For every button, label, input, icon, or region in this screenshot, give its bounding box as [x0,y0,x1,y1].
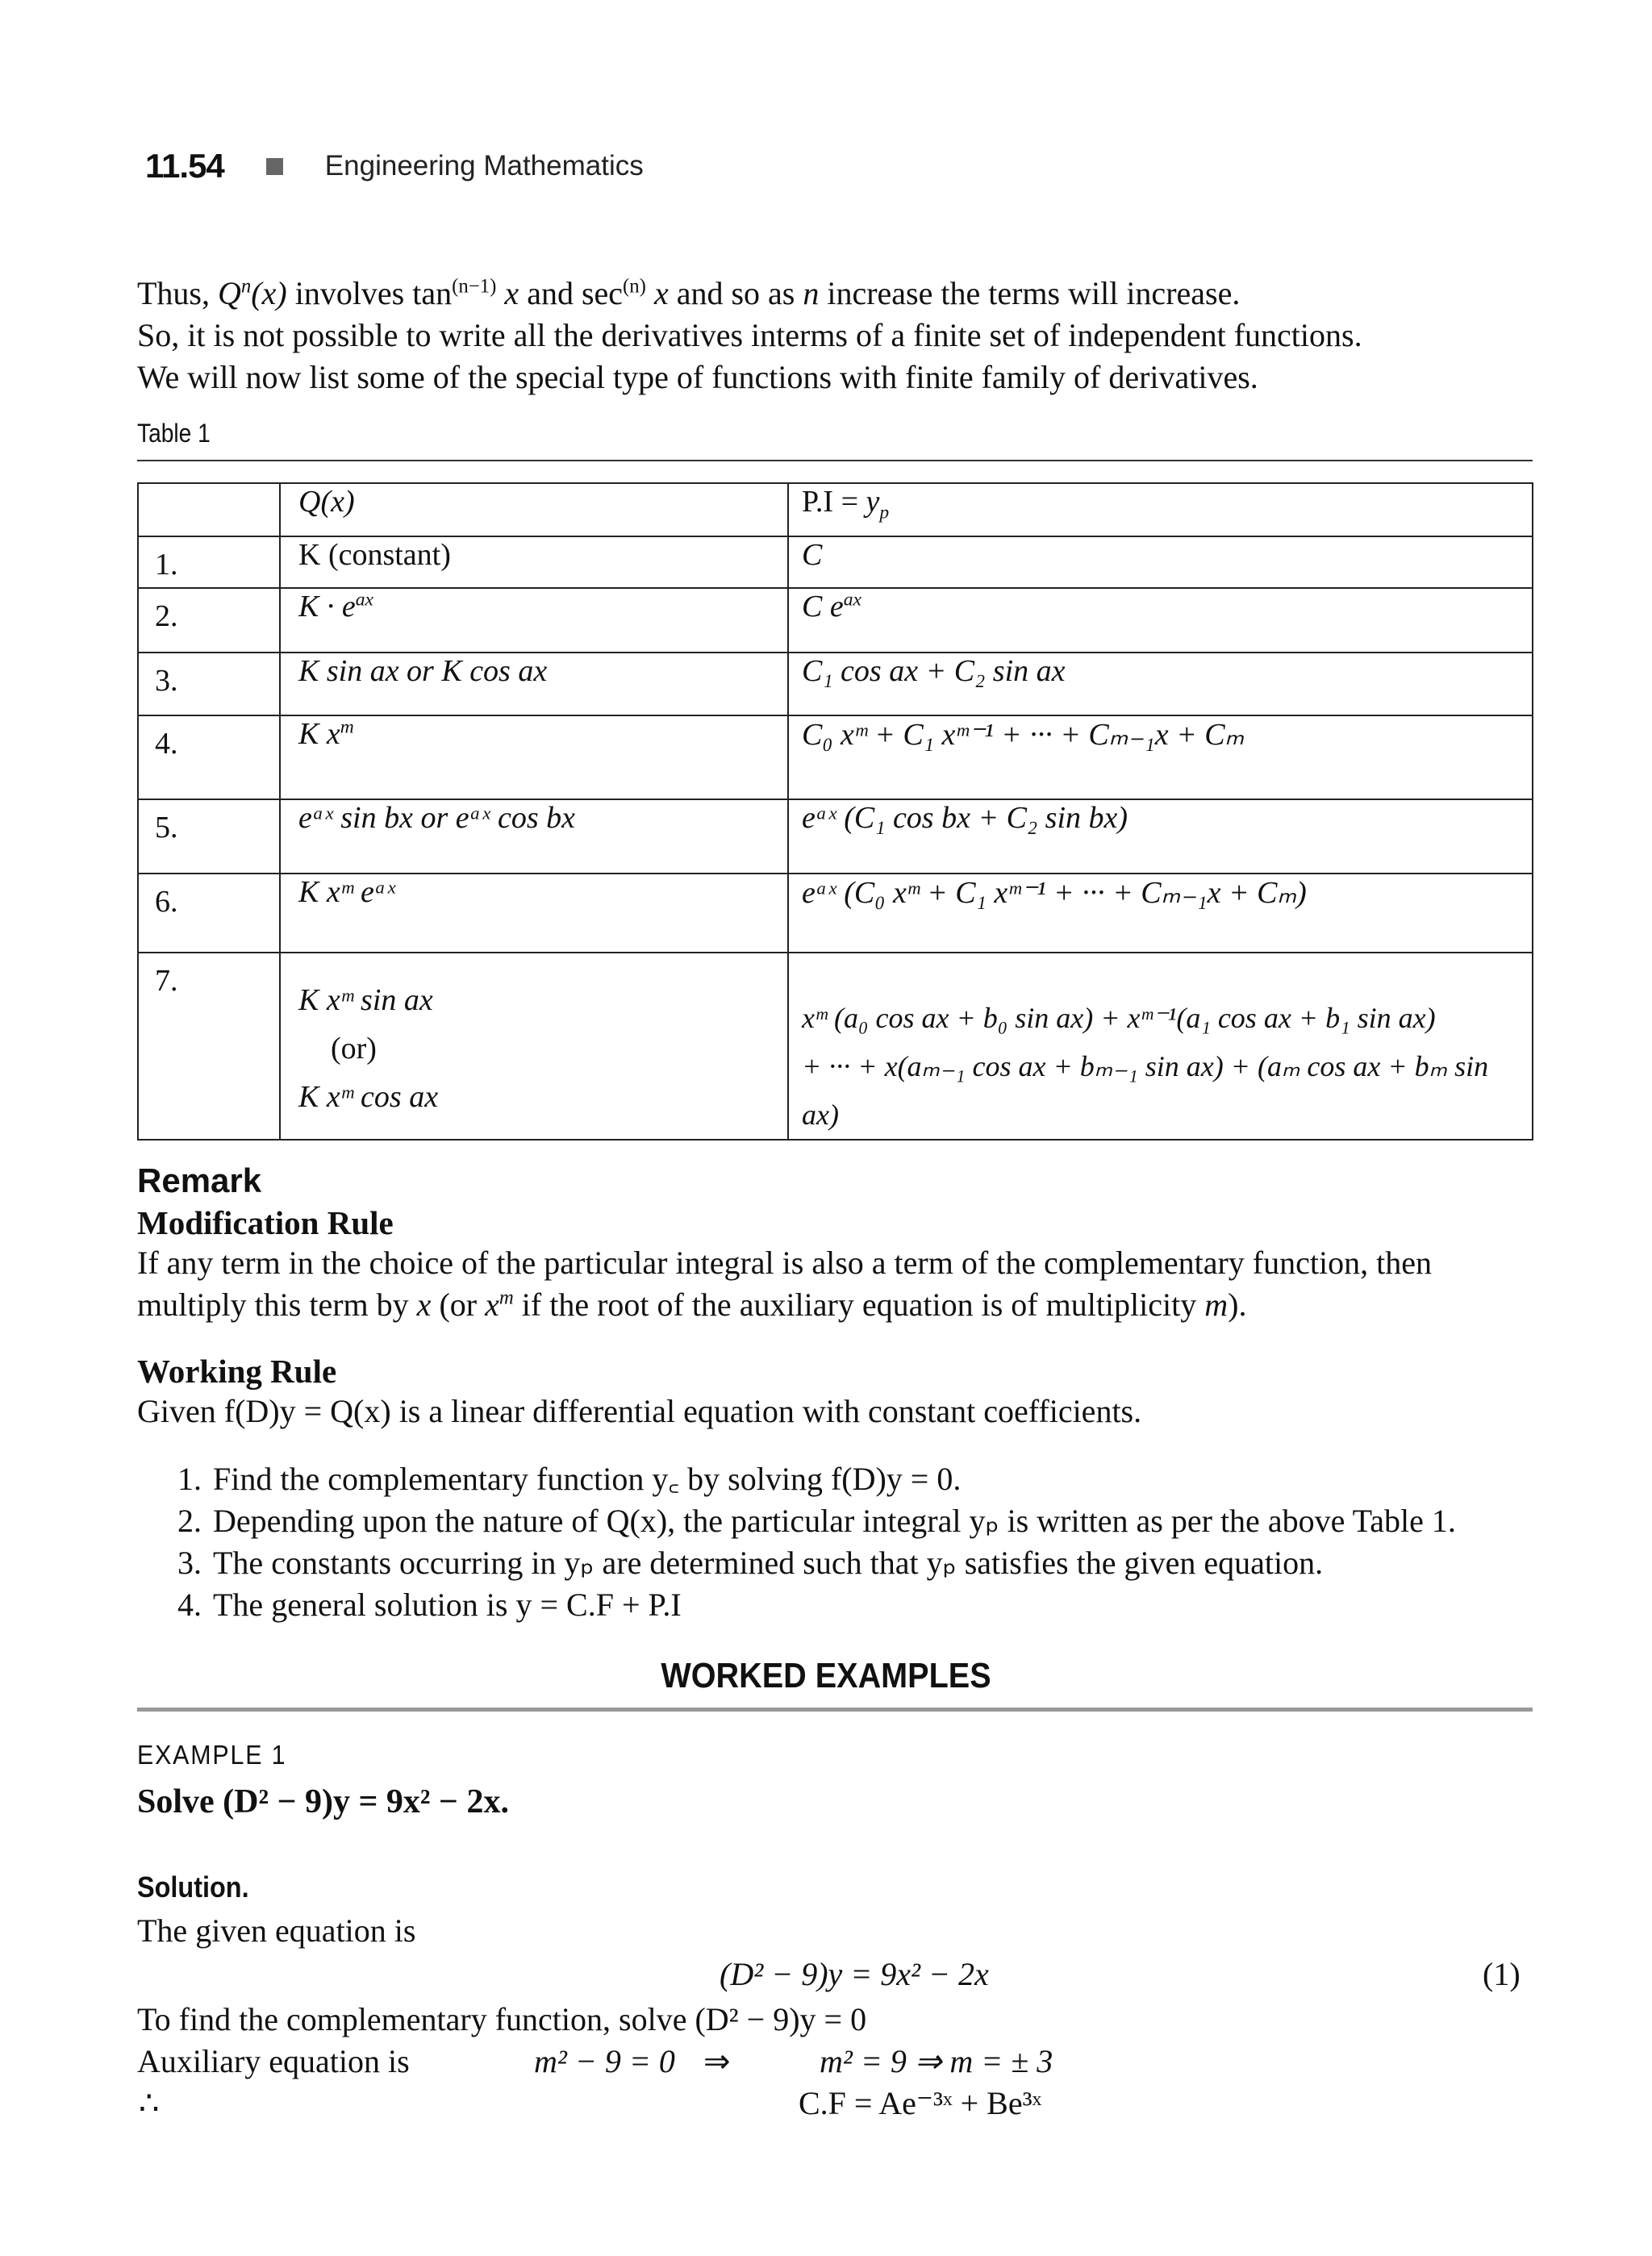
aux-label: Auxiliary equation is [137,2043,410,2079]
working-rule-intro: Given f(D)y = Q(x) is a linear differential equation with constant coefficients. [137,1393,1142,1429]
list-item: 2. Depending upon the nature of Q(x), the particular integral yₚ is written as per the above Table 1. [177,1503,1456,1539]
working-rule-title: Working Rule [137,1353,337,1390]
table-top-rule [137,460,1533,461]
given-text: The given equation is [137,1912,416,1949]
worked-examples-heading: WORKED EXAMPLES [661,1656,991,1695]
particular-integral-table [137,482,1533,1141]
table-row: 6. K xᵐ eᵃˣ eᵃˣ (C₀ xᵐ + C₁ xᵐ⁻¹ + ··· + Cₘ₋₁x + Cₘ) [138,874,1533,953]
intro-line-1: Thus, $Q^n(x)$ involves $\tan^{(n-1)} x$ and $\sec^{(n)} x$ and so as n increase the terms will increase. [137,275,1241,311]
aux-result: m² = 9 ⇒ m = ± 3 [820,2043,1053,2079]
worked-examples-rule [137,1708,1533,1712]
table-header-row [138,483,1533,536]
intro-line-3: We will now list some of the special type of functions with finite family of derivatives. [137,359,1258,395]
book-title: Engineering Mathematics [324,150,644,181]
cf-result: C.F = Ae⁻³ˣ + Be³ˣ [799,2085,1042,2121]
table-row: 4. K $x^m$ C₀ xᵐ + C₁ xᵐ⁻¹ + ··· + Cₘ₋₁x + Cₘ [138,715,1533,799]
list-item: 4. The general solution is y = C.F + P.I [177,1587,682,1623]
table-label: Table 1 [137,419,211,448]
main-equation: (D² − 9)y = 9x² − 2x [720,1956,989,1992]
example-label: EXAMPLE 1 [137,1740,287,1770]
therefore-symbol: ∴ [139,2085,160,2121]
aux-equation: m² − 9 = 0 [534,2043,675,2079]
example-problem: Solve (D² − 9)y = 9x² − 2x. [137,1783,509,1820]
remark-title: Remark [137,1161,262,1199]
table-row: 2. $K \cdot e^{ax}$ C $e^{ax}$ [138,588,1533,653]
header-q: Q(x) [280,483,788,536]
list-item: 3. The constants occurring in yₚ are determined such that yₚ satisfies the given equation. [177,1545,1324,1581]
page-number: 11.54 [145,147,224,185]
working-rule-steps [153,1458,1456,1626]
header-square-icon [266,158,283,175]
page-header [145,147,644,186]
solution-label: Solution. [137,1870,249,1904]
header-pi: $P.I = y_p$ [788,483,1533,536]
equation-number: (1) [1483,1956,1521,1992]
list-item: 1. Find the complementary function y꜀ by solving f(D)y = 0. [177,1461,962,1497]
intro-line-2: So, it is not possible to write all the derivatives interms of a finite set of independent functions. [137,317,1362,353]
modification-rule-title: Modification Rule [137,1204,394,1241]
intro-paragraph [137,273,1533,398]
modification-rule-text: If any term in the choice of the particular integral is also a term of the complementary function, then multiply this term by x (or $x^m$ if the root of the auxiliary equation is of multiplicity m). [137,1245,1432,1323]
cf-line: To find the complementary function, solve (D² − 9)y = 0 [137,2001,867,2037]
table-row: 3. K sin ax or K cos ax C₁ cos ax + C₂ sin ax [138,653,1533,715]
table-row: 5. eᵃˣ sin bx or eᵃˣ cos bx eᵃˣ (C₁ cos bx + C₂ sin bx) [138,799,1533,874]
table-row: 1. K (constant) C [138,536,1533,588]
implies-symbol: ⇒ [703,2043,731,2079]
table-row: 7. K xᵐ sin ax (or) K xᵐ cos ax xᵐ (a₀ cos ax + b₀ sin ax) + xᵐ⁻¹(a₁ cos ax + b₁ sin ax) + ··· + x(aₘ₋₁ cos ax + bₘ₋₁ sin ax) + (aₘ cos ax + bₘ sin ax) [138,953,1533,1140]
